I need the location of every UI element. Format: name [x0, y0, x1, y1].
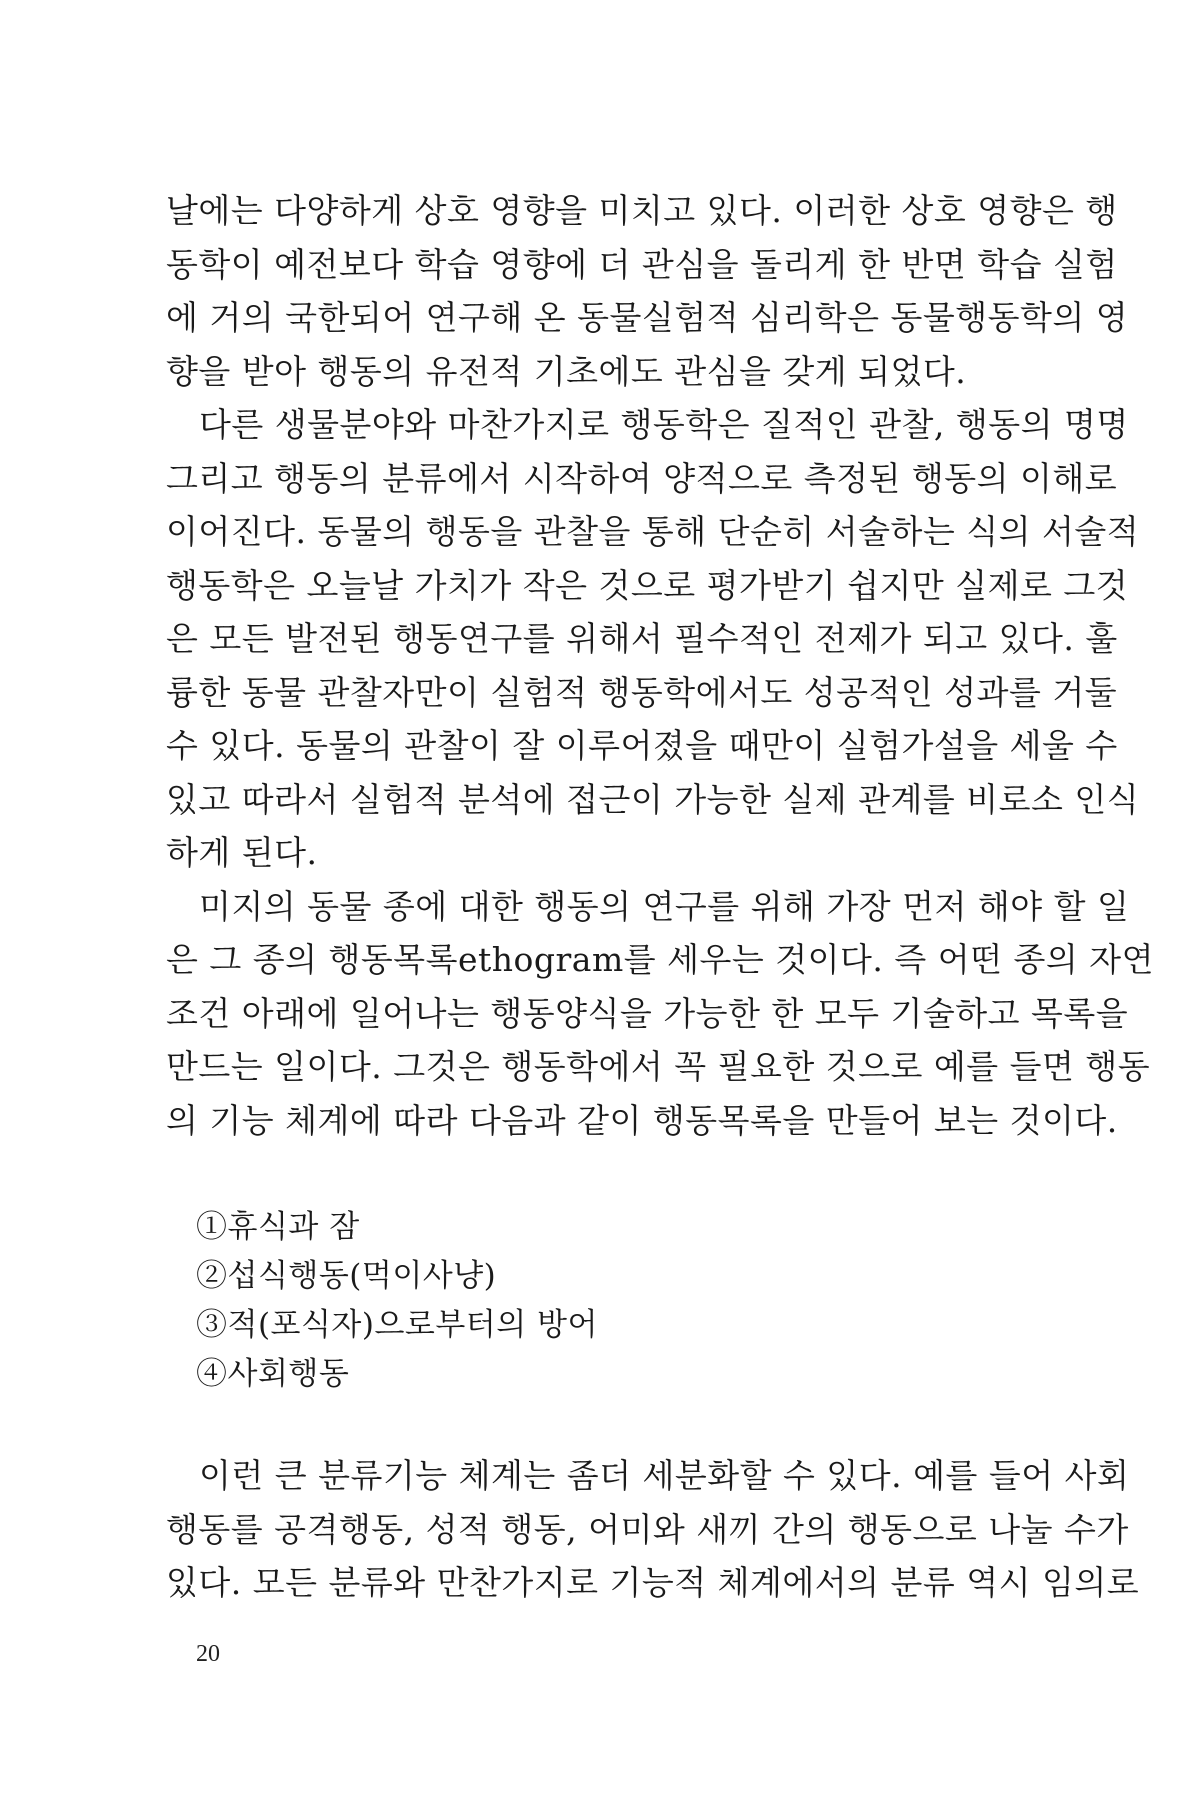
text-line: 날에는 다양하게 상호 영향을 미치고 있다. 이러한 상호 영향은 행 — [166, 191, 1118, 230]
text-line: 있고 따라서 실험적 분석에 접근이 가능한 실제 관계를 비로소 인식 — [166, 779, 1140, 819]
list-item: ①휴식과 잠 — [196, 1209, 360, 1245]
text-line: 조건 아래에 일어나는 행동양식을 가능한 한 모두 기술하고 목록을 — [166, 993, 1129, 1033]
ethogram-list — [166, 1203, 1070, 1399]
paragraph-1 — [166, 184, 1129, 398]
text-line: 수 있다. 동물의 관찰이 잘 이루어졌을 때만이 실험가설을 세울 수 — [166, 726, 1118, 765]
text-line: 다른 생물분야와 마찬가지로 행동학은 질적인 관찰, 행동의 명명 — [199, 405, 1129, 444]
paragraph-3 — [166, 880, 1154, 1148]
page-number: 20 — [196, 1641, 220, 1667]
text-line: 의 기능 체계에 따라 다음과 같이 행동목록을 만들어 보는 것이다. — [166, 1100, 1118, 1140]
text-line: 만드는 일이다. 그것은 행동학에서 꼭 필요한 것으로 예를 들면 행동 — [166, 1047, 1151, 1086]
list-item: ④사회행동 — [196, 1356, 350, 1392]
paragraph-4 — [166, 1449, 1140, 1610]
text-line: 륭한 동물 관찰자만이 실험적 행동학에서도 성공적인 성과를 거둘 — [166, 672, 1118, 712]
text-line: 에 거의 국한되어 연구해 온 동물실험적 심리학은 동물행동학의 영 — [166, 298, 1129, 337]
page-body — [166, 184, 1154, 1610]
text-line: 행동학은 오늘날 가치가 작은 것으로 평가받기 쉽지만 실제로 그것 — [166, 565, 1129, 605]
text-line: 이런 큰 분류기능 체계는 좀더 세분화할 수 있다. 예를 들어 사회 — [199, 1456, 1130, 1495]
text-line: 이어진다. 동물의 행동을 관찰을 통해 단순히 서술하는 식의 서술적 — [166, 512, 1140, 551]
text-line: 은 모든 발전된 행동연구를 위해서 필수적인 전제가 되고 있다. 훌 — [166, 619, 1118, 658]
text-line: 향을 받아 행동의 유전적 기초에도 관심을 갖게 되었다. — [166, 351, 967, 391]
list-item: ②섭식행동(먹이사냥) — [196, 1258, 497, 1294]
text-line: 그리고 행동의 분류에서 시작하여 양적으로 측정된 행동의 이해로 — [166, 458, 1118, 498]
list-item: ③적(포식자)으로부터의 방어 — [196, 1307, 598, 1343]
text-line: 동학이 예전보다 학습 영향에 더 관심을 돌리게 한 반면 학습 실험 — [166, 244, 1118, 284]
text-line: 있다. 모든 분류와 만찬가지로 기능적 체계에서의 분류 역시 임의로 — [166, 1563, 1140, 1602]
text-line: 은 그 종의 행동목록ethogram를 세우는 것이다. 즉 어떤 종의 자연 — [166, 940, 1154, 979]
text-line: 하게 된다. — [166, 833, 318, 872]
text-line: 미지의 동물 종에 대한 행동의 연구를 위해 가장 먼저 해야 할 일 — [199, 886, 1130, 926]
text-line: 행동를 공격행동, 성적 행동, 어미와 새끼 간의 행동으로 나눌 수가 — [166, 1509, 1129, 1549]
paragraph-2 — [166, 398, 1140, 880]
